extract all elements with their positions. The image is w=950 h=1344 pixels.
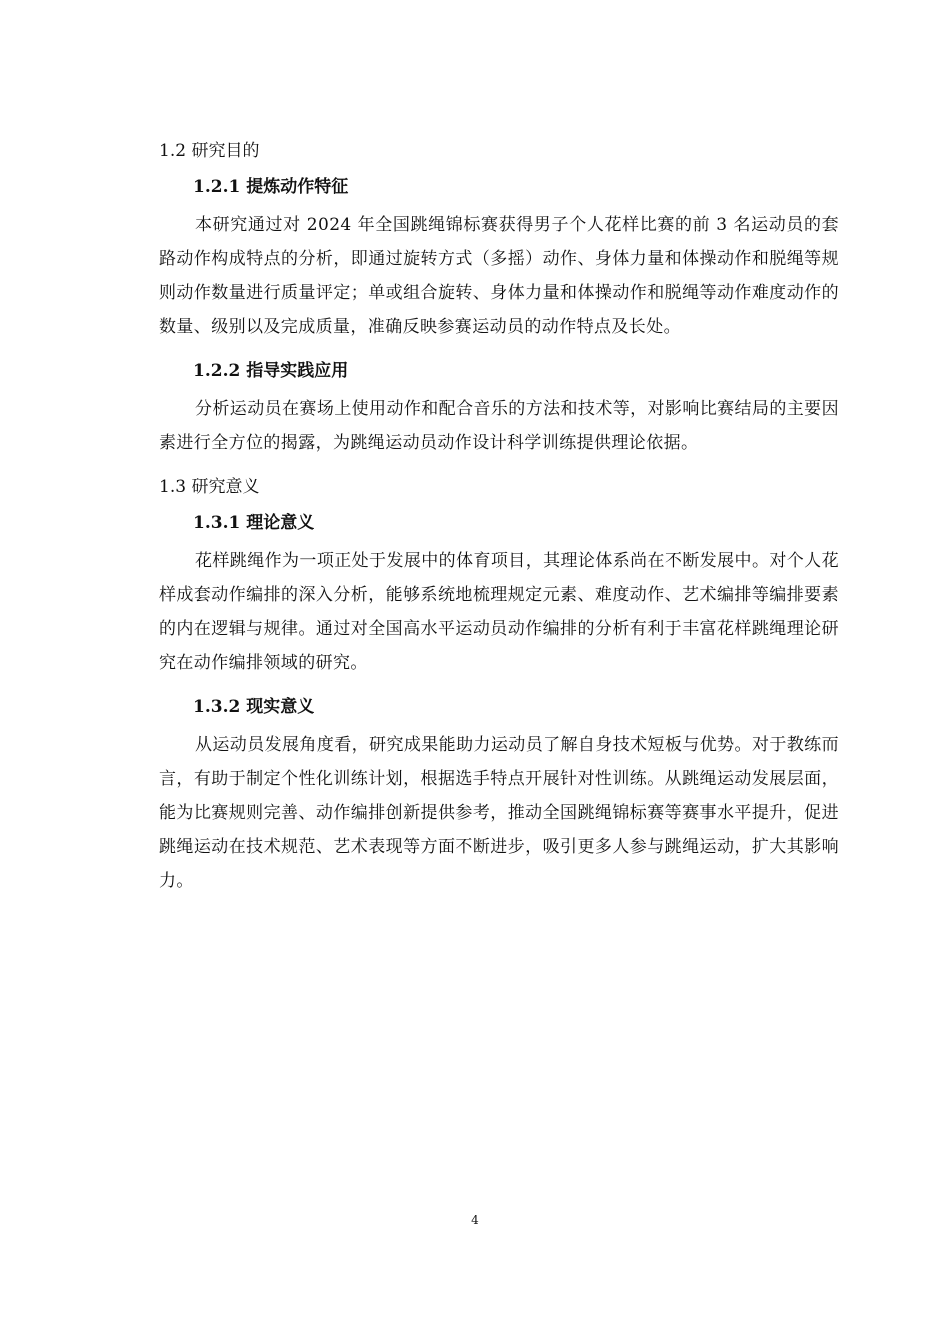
subsection-heading-1-3-2: 1.3.2 现实意义 xyxy=(193,697,315,717)
subsection-heading-1-2-1: 1.2.1 提炼动作特征 xyxy=(193,177,349,197)
page-content xyxy=(159,136,839,898)
section-heading-1-3: 1.3 研究意义 xyxy=(159,477,260,497)
page-number: 4 xyxy=(471,1213,479,1227)
subsection-heading-1-3-1: 1.3.1 理论意义 xyxy=(193,513,315,533)
paragraph-1-3-1: 花样跳绳作为一项正处于发展中的体育项目，其理论体系尚在不断发展中。对个人花样成套动作编排的深入分析，能够系统地梳理规定元素、难度动作、艺术编排等编排要素的内在逻辑与规律。通过对全国高水平运动员动作编排的分析有利于丰富花样跳绳理论研究在动作编排领域的研究。 xyxy=(159,551,839,673)
subsection-heading-1-2-2: 1.2.2 指导实践应用 xyxy=(193,361,349,381)
section-heading-1-2: 1.2 研究目的 xyxy=(159,141,260,161)
paragraph-1-3-2: 从运动员发展角度看，研究成果能助力运动员了解自身技术短板与优势。对于教练而言，有助于制定个性化训练计划，根据选手特点开展针对性训练。从跳绳运动发展层面，能为比赛规则完善、动作编排创新提供参考，推动全国跳绳锦标赛等赛事水平提升，促进跳绳运动在技术规范、艺术表现等方面不断进步，吸引更多人参与跳绳运动，扩大其影响力。 xyxy=(159,735,839,891)
paragraph-1-2-1: 本研究通过对 2024 年全国跳绳锦标赛获得男子个人花样比赛的前 3 名运动员的套路动作构成特点的分析，即通过旋转方式（多摇）动作、身体力量和体操动作和脱绳等规则动作数量进行质量评定；单或组合旋转、身体力量和体操动作和脱绳等动作难度动作的数量、级别以及完成质量，准确反映参赛运动员的动作特点及长处。 xyxy=(159,215,839,337)
paragraph-1-2-2: 分析运动员在赛场上使用动作和配合音乐的方法和技术等，对影响比赛结局的主要因素进行全方位的揭露，为跳绳运动员动作设计科学训练提供理论依据。 xyxy=(159,399,839,453)
